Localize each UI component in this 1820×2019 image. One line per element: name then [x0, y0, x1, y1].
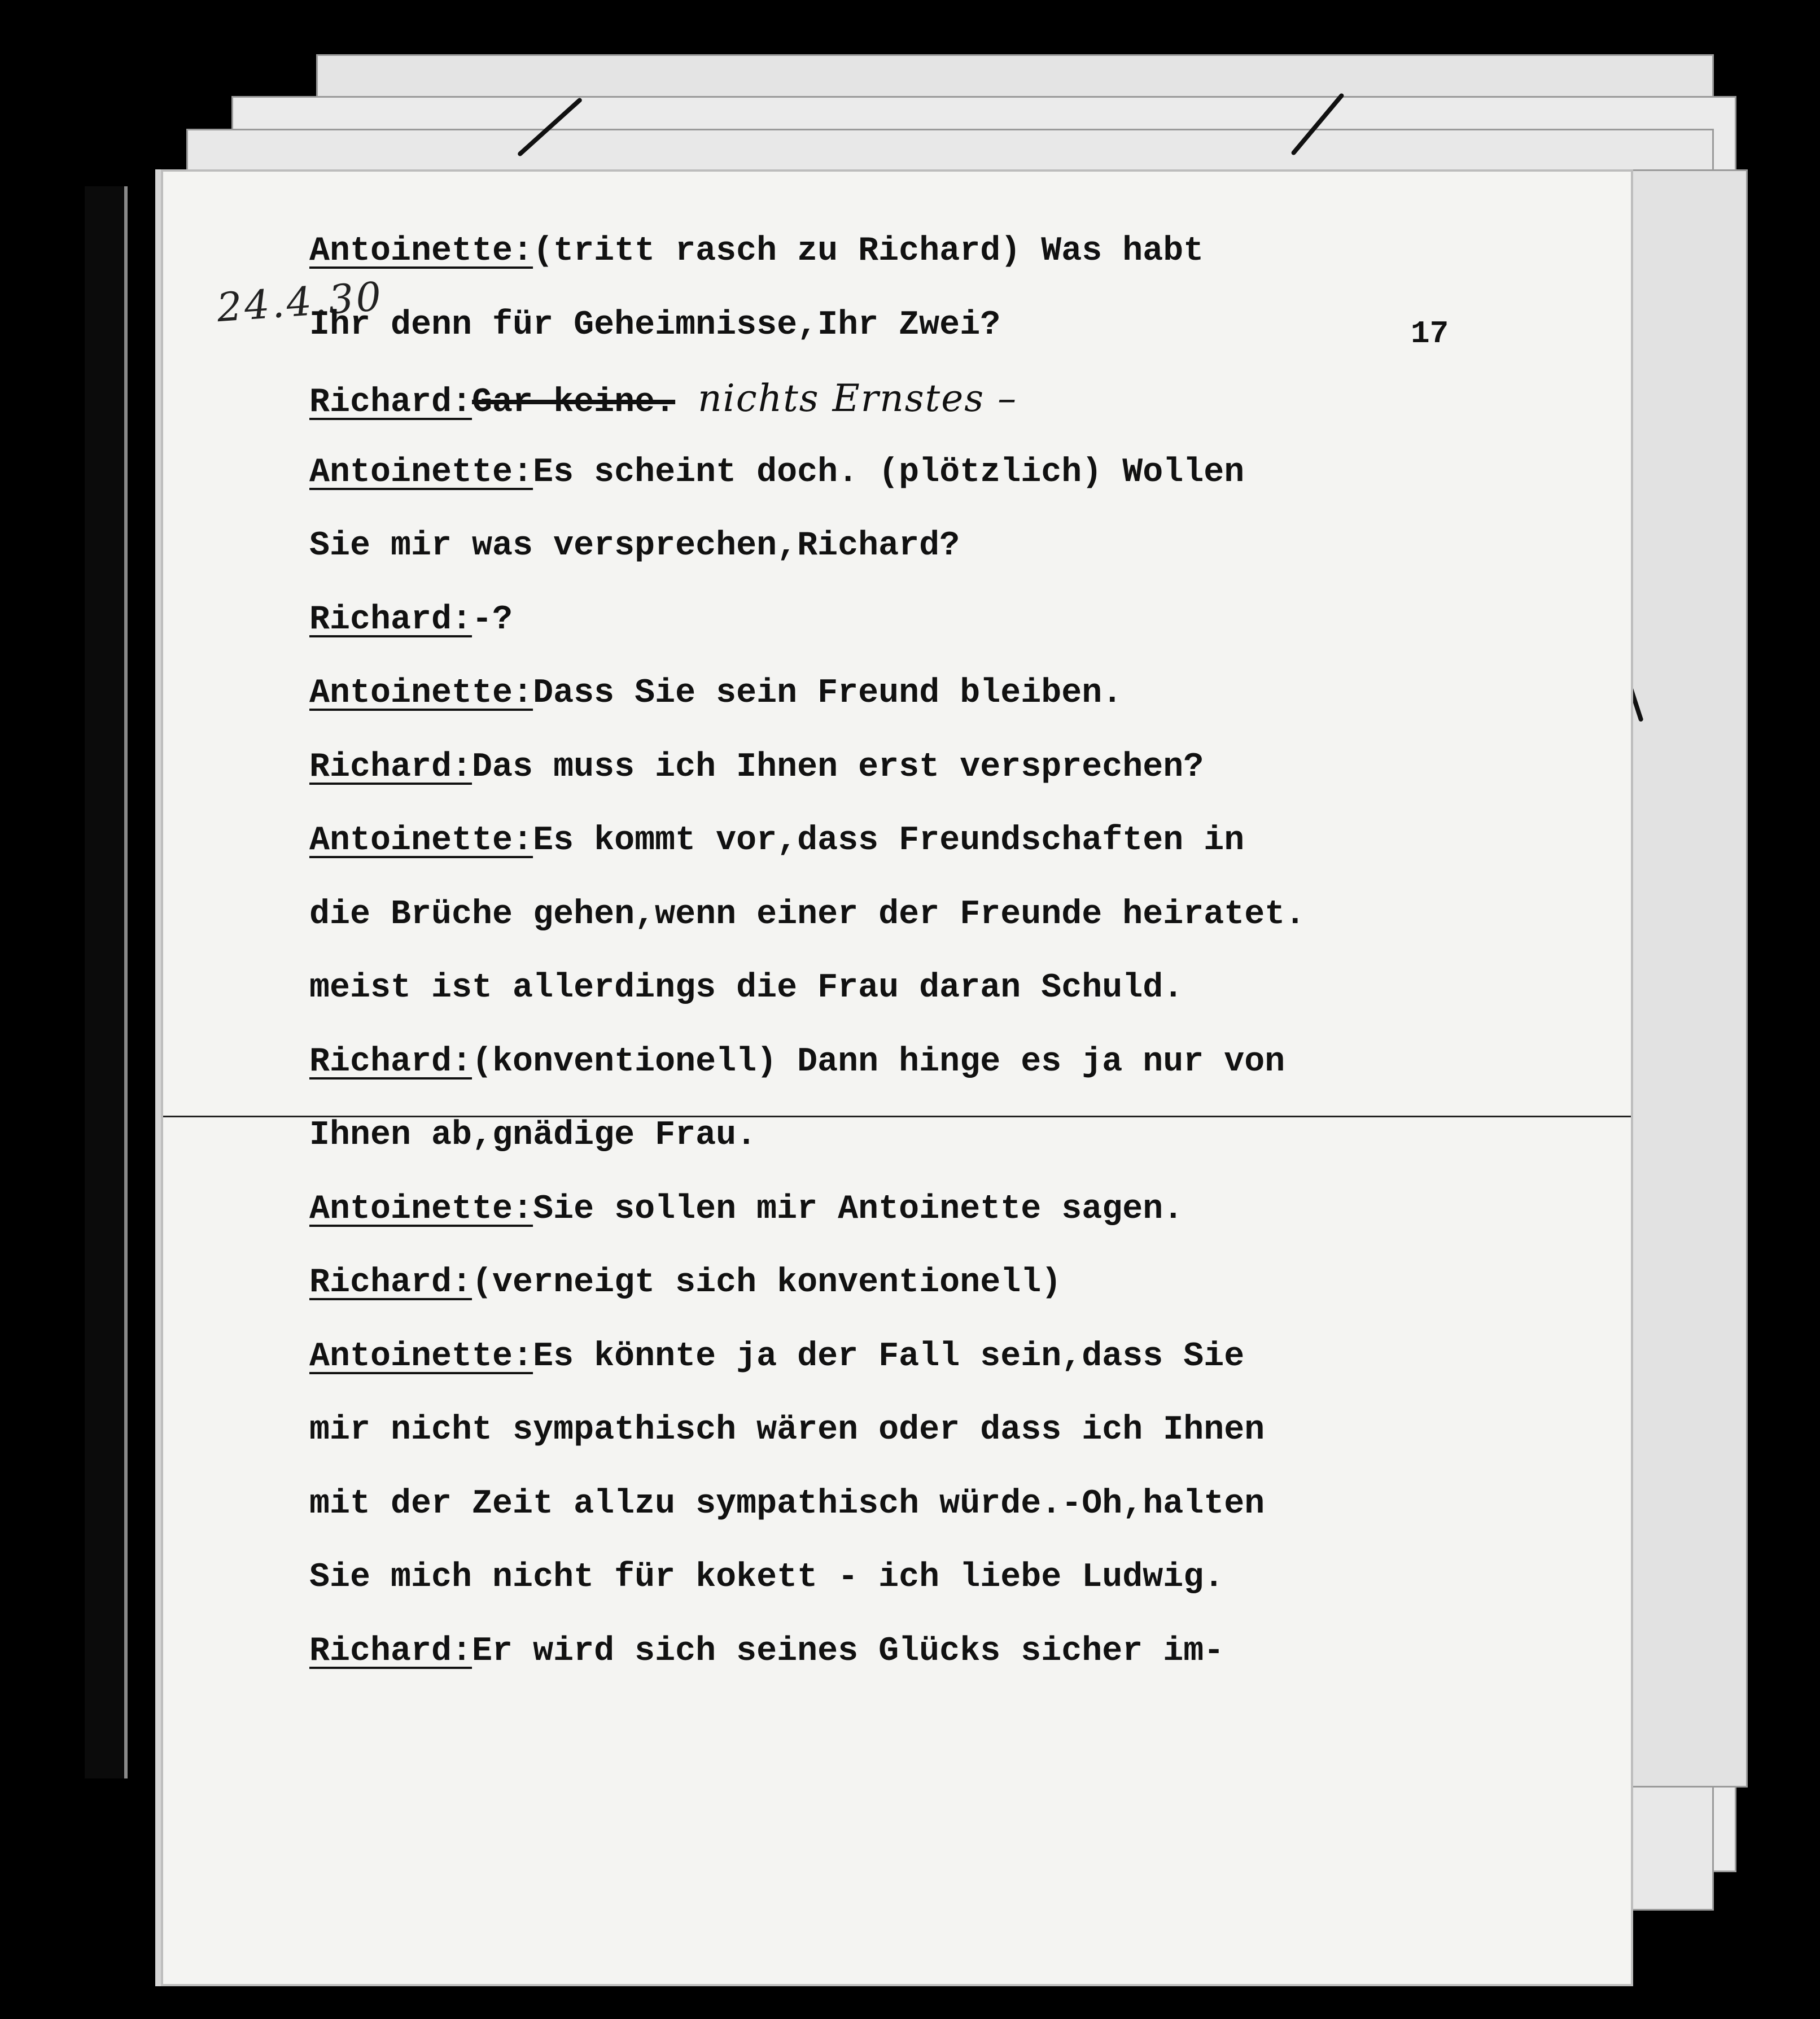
handwritten-insert: nichts Ernstes –	[698, 377, 1018, 420]
background-sheet-edge	[1615, 169, 1748, 1788]
speaker-name: Antoinette:	[309, 453, 533, 492]
speaker-name: Richard:	[309, 383, 473, 422]
dialogue-line	[309, 1467, 1484, 1541]
line-text: Dass Sie sein Freund bleiben.	[533, 674, 1123, 713]
dialogue-line	[309, 1025, 1484, 1099]
line-text: Es scheint doch. (plötzlich) Wollen	[533, 453, 1245, 492]
line-text: Sie sollen mir Antoinette sagen.	[533, 1190, 1184, 1229]
line-text: mit der Zeit allzu sympathisch würde.-Oh,halten	[309, 1484, 1265, 1523]
line-text: Ihnen ab,gnädige Frau.	[309, 1116, 757, 1155]
line-text: meist ist allerdings die Frau daran Schuld.	[309, 969, 1184, 1007]
dialogue-line	[309, 878, 1484, 952]
dialogue-line	[309, 804, 1484, 878]
line-text: (verneigt sich konventionell)	[472, 1264, 1062, 1302]
dialogue-line	[309, 1615, 1484, 1689]
line-text: Er wird sich seines Glücks sicher im-	[472, 1632, 1224, 1671]
dialogue-line	[309, 583, 1484, 657]
dialogue-line	[309, 289, 1484, 362]
speaker-name: Richard:	[309, 600, 473, 639]
dialogue-line	[309, 1246, 1484, 1320]
line-text: Sie mir was versprechen,Richard?	[309, 527, 960, 565]
binder-strip	[85, 186, 128, 1778]
dialogue-line	[309, 215, 1484, 289]
speaker-name: Richard:	[309, 748, 473, 786]
line-text: Das muss ich Ihnen erst versprechen?	[472, 748, 1204, 786]
dialogue-line	[309, 1541, 1484, 1615]
struck-text: Gar keine.	[472, 383, 676, 422]
line-text: (tritt rasch zu Richard) Was habt	[533, 232, 1204, 270]
line-text: Ihr denn für Geheimnisse,Ihr Zwei?	[309, 305, 1001, 344]
speaker-name: Antoinette:	[309, 1337, 533, 1376]
line-text: Es kommt vor,dass Freundschaften in	[533, 821, 1245, 860]
line-text: -?	[472, 600, 513, 639]
line-text: die Brüche gehen,wenn einer der Freunde heiratet.	[309, 895, 1306, 934]
line-text: (konventionell) Dann hinge es ja nur von	[472, 1042, 1285, 1081]
line-text: mir nicht sympathisch wären oder dass ich Ihnen	[309, 1411, 1265, 1449]
dialogue-line	[309, 1173, 1484, 1247]
line-text: Sie mich nicht für kokett - ich liebe Ludwig.	[309, 1558, 1224, 1597]
speaker-name: Antoinette:	[309, 1190, 533, 1229]
typescript-text	[309, 215, 1484, 1688]
dialogue-line	[309, 951, 1484, 1025]
page-number: 17	[1411, 316, 1449, 352]
dialogue-line	[309, 436, 1484, 510]
speaker-name: Richard:	[309, 1042, 473, 1081]
dialogue-line	[309, 657, 1484, 731]
dialogue-line	[309, 731, 1484, 805]
line-text: Es könnte ja der Fall sein,dass Sie	[533, 1337, 1245, 1376]
handwritten-date: 24.4.30	[215, 273, 385, 331]
dialogue-line	[309, 1320, 1484, 1394]
speaker-name: Antoinette:	[309, 674, 533, 713]
speaker-name: Richard:	[309, 1264, 473, 1302]
dialogue-line	[309, 1393, 1484, 1467]
speaker-name: Richard:	[309, 1632, 473, 1671]
speaker-name: Antoinette:	[309, 821, 533, 860]
dialogue-line	[309, 1099, 1484, 1173]
speaker-name: Antoinette:	[309, 232, 533, 270]
dialogue-line	[309, 362, 1484, 436]
dialogue-line	[309, 509, 1484, 583]
